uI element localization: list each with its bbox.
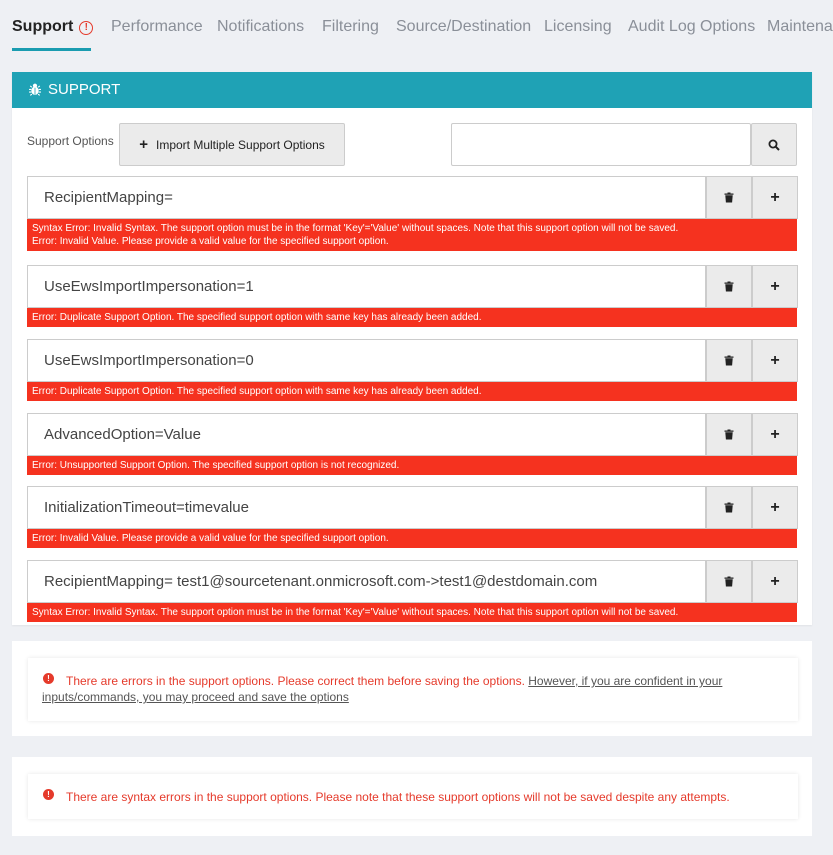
option-error-message bbox=[27, 308, 797, 327]
add-option-button[interactable] bbox=[752, 339, 798, 382]
add-option-button[interactable] bbox=[752, 413, 798, 456]
delete-option-button[interactable] bbox=[706, 265, 752, 308]
tab-source-destination[interactable]: Source/Destination bbox=[396, 18, 532, 35]
trash-icon bbox=[724, 576, 734, 587]
tab-bar bbox=[0, 0, 833, 56]
search-button[interactable] bbox=[751, 123, 797, 166]
tab-filtering[interactable]: Filtering bbox=[322, 18, 379, 35]
support-options-label: Support Options bbox=[27, 134, 114, 148]
tab-support-label: Support bbox=[12, 18, 74, 35]
plus-icon: + bbox=[770, 277, 780, 295]
trash-icon bbox=[724, 355, 734, 366]
plus-icon: + bbox=[770, 498, 780, 516]
error-line: Error: Unsupported Support Option. The specified support option is not recognized. bbox=[32, 460, 400, 471]
trash-icon bbox=[724, 502, 734, 513]
panel-header bbox=[12, 72, 812, 108]
search-icon bbox=[768, 139, 780, 151]
tab-notifications[interactable]: Notifications bbox=[217, 18, 305, 35]
active-tab-indicator bbox=[12, 48, 91, 51]
error-dot-icon: ! bbox=[43, 673, 54, 684]
add-option-button[interactable] bbox=[752, 176, 798, 219]
plus-icon: + bbox=[770, 188, 780, 206]
plus-icon: + bbox=[770, 425, 780, 443]
error-dot-icon: ! bbox=[43, 789, 54, 800]
option-error-message bbox=[27, 603, 797, 622]
bug-icon bbox=[28, 82, 42, 96]
errors-message: There are errors in the support options. Please correct them before saving the options. bbox=[66, 674, 525, 688]
support-option-input[interactable] bbox=[27, 339, 706, 382]
import-button-label: Import Multiple Support Options bbox=[156, 138, 325, 152]
option-error-message bbox=[27, 219, 797, 251]
error-line: Error: Invalid Value. Please provide a valid value for the specified support option. bbox=[32, 533, 389, 544]
proceed-save-link[interactable]: However, if you are confident in your inputs/commands, you may proceed and save the options bbox=[42, 674, 723, 704]
tab-performance[interactable]: Performance bbox=[111, 18, 203, 35]
trash-icon bbox=[724, 192, 734, 203]
support-panel bbox=[12, 72, 812, 625]
trash-icon bbox=[724, 429, 734, 440]
plus-icon: + bbox=[770, 351, 780, 369]
add-option-button[interactable] bbox=[752, 560, 798, 603]
support-option-input[interactable] bbox=[27, 265, 706, 308]
support-option-input[interactable] bbox=[27, 176, 706, 219]
error-line: Syntax Error: Invalid Syntax. The support option must be in the format 'Key'='Value' without spaces. Note that this support option will not be saved. bbox=[32, 607, 679, 618]
support-option-input[interactable] bbox=[27, 486, 706, 529]
errors-notice bbox=[28, 658, 798, 721]
error-line: Syntax Error: Invalid Syntax. The support option must be in the format 'Key'='Value' without spaces. Note that this support option will not be saved. bbox=[32, 223, 679, 234]
tab-audit-log-options[interactable]: Audit Log Options bbox=[628, 18, 756, 35]
support-option-input[interactable] bbox=[27, 560, 706, 603]
error-line: Error: Duplicate Support Option. The specified support option with same key has already been added. bbox=[32, 312, 482, 323]
syntax-message: There are syntax errors in the support options. Please note that these support options will not be saved despite any attempts. bbox=[66, 790, 730, 804]
import-support-options-button[interactable] bbox=[119, 123, 345, 166]
support-option-input[interactable] bbox=[27, 413, 706, 456]
delete-option-button[interactable] bbox=[706, 560, 752, 603]
trash-icon bbox=[724, 281, 734, 292]
syntax-notice bbox=[28, 774, 798, 819]
delete-option-button[interactable] bbox=[706, 339, 752, 382]
delete-option-button[interactable] bbox=[706, 176, 752, 219]
error-line: Error: Invalid Value. Please provide a valid value for the specified support option. bbox=[32, 236, 389, 247]
add-option-button[interactable] bbox=[752, 486, 798, 529]
delete-option-button[interactable] bbox=[706, 413, 752, 456]
option-error-message bbox=[27, 529, 797, 548]
tab-support[interactable] bbox=[12, 18, 93, 36]
add-option-button[interactable] bbox=[752, 265, 798, 308]
tab-maintenance[interactable]: Maintena bbox=[767, 18, 833, 35]
search-input[interactable] bbox=[451, 123, 751, 166]
error-line: Error: Duplicate Support Option. The specified support option with same key has already been added. bbox=[32, 386, 482, 397]
errors-notice-text bbox=[42, 673, 762, 705]
tab-licensing[interactable]: Licensing bbox=[544, 18, 612, 35]
option-error-message bbox=[27, 382, 797, 401]
alert-circle-icon: ! bbox=[79, 21, 93, 35]
delete-option-button[interactable] bbox=[706, 486, 752, 529]
errors-notice-card bbox=[12, 641, 812, 736]
panel-title: SUPPORT bbox=[48, 81, 121, 98]
plus-icon: + bbox=[139, 136, 148, 153]
syntax-notice-card bbox=[12, 757, 812, 836]
option-error-message bbox=[27, 456, 797, 475]
plus-icon: + bbox=[770, 572, 780, 590]
